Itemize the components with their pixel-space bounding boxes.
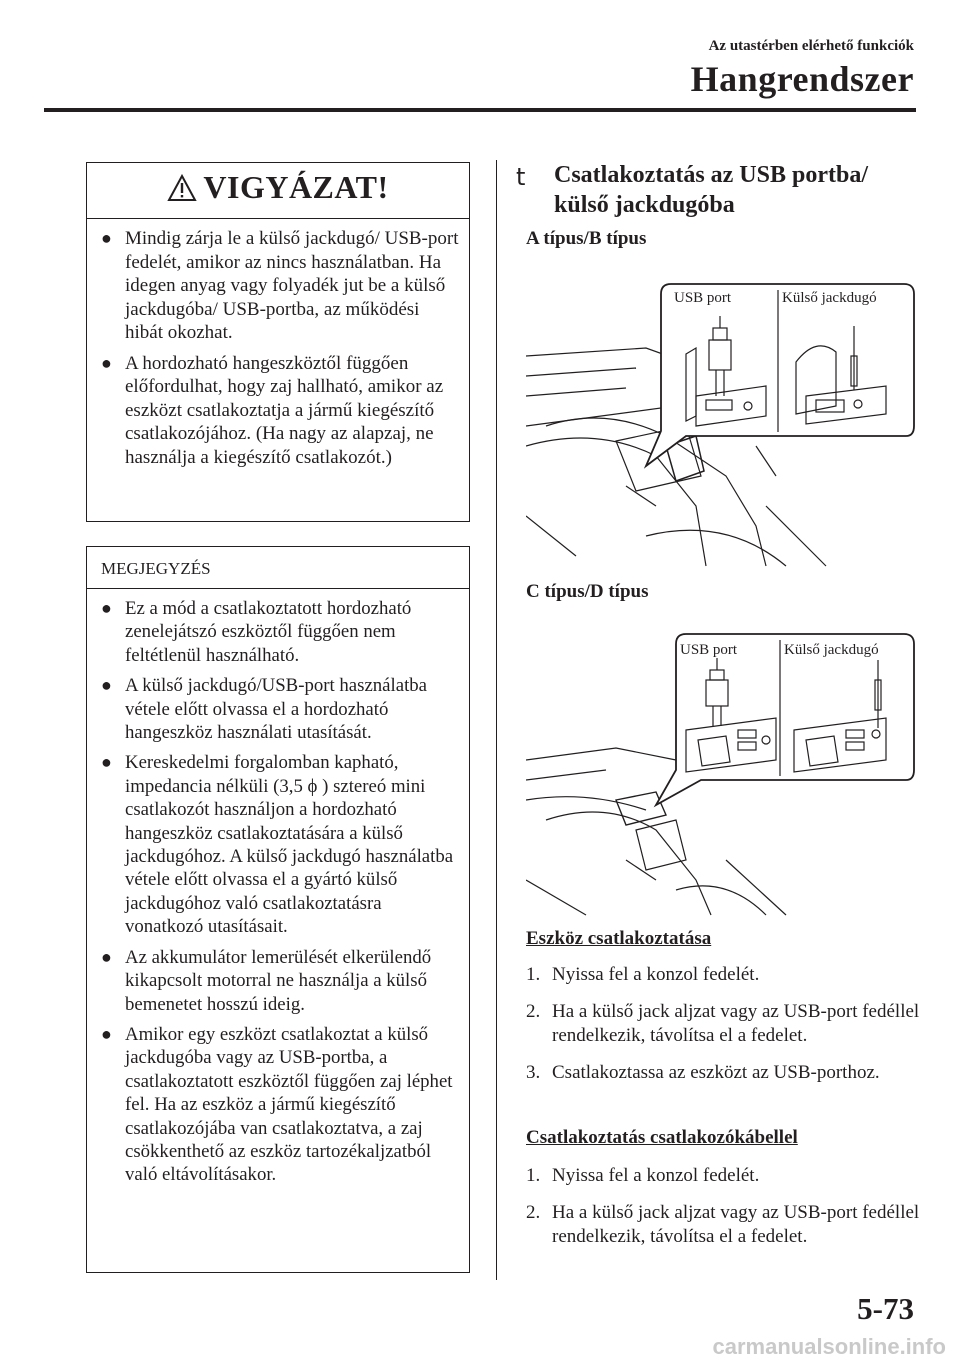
warning-triangle-icon (167, 174, 197, 202)
page-title: Hangrendszer (690, 59, 914, 99)
bullet-icon: ● (101, 1023, 112, 1044)
usb-port-label: USB port (674, 290, 732, 306)
bullet-icon: ● (101, 675, 112, 696)
caution-header (87, 163, 469, 219)
external-jack-label: Külső jackdugó (782, 290, 877, 306)
list-item: ● A külső jackdugó/USB-port használatba vétele előtt olvassa el a hordozható hangeszköz használati utasítását. (101, 675, 428, 744)
bullet-icon: ● (101, 228, 112, 248)
illustration-ab (526, 276, 918, 570)
bullet-icon: ● (101, 752, 112, 773)
page-number: 5-73 (857, 1291, 914, 1326)
list-item: 2. Ha a külső jack aljzat vagy az USB-port fedéllel rendelkezik, távolítsa el a fedelet. (526, 1202, 920, 1247)
list-item: 2. Ha a külső jack aljzat vagy az USB-port fedéllel rendelkezik, távolítsa el a fedelet. (526, 1001, 920, 1046)
list-item: ● Kereskedelmi forgalomban kapható, impedancia nélküli (3,5 ϕ ) sztereó mini csatlakozót használjon a hordozható hangeszköz csatlakoztatására a külső jackdugóhoz. A külső jackdugó használatba vétele előtt olvassa el a gyártó külső jackdugóhoz való csatlakoztatásra vonatkozó utasításait. (101, 752, 454, 938)
device-connect-heading: Eszköz csatlakoztatása (526, 928, 712, 949)
usb-port-label: USB port (680, 642, 738, 658)
column-divider (496, 160, 497, 1280)
list-item: 1. Nyissa fel a konzol fedelét. (526, 1165, 760, 1186)
bullet-icon: ● (101, 946, 112, 967)
figure-cd-label: C típus/D típus (526, 581, 649, 602)
section-marker-icon: t (516, 163, 526, 191)
list-item: ● Az akkumulátor lemerülését elkerülendő kikapcsolt motorral ne használja a külső bemenetet hosszú ideig. (101, 946, 432, 1015)
cable-connect-heading: Csatlakoztatás csatlakozókábellel (526, 1127, 798, 1148)
bullet-icon: ● (101, 352, 112, 373)
list-item: ● Mindig zárja le a külső jackdugó/ USB-port fedelét, amikor az nincs használatban. Ha idegen anyag vagy folyadék jut be a külső jackdugóba/ USB-portba, az működési hibát okozhat. (101, 228, 459, 343)
caution-list (87, 219, 469, 469)
list-item: 1. Nyissa fel a konzol fedelét. (526, 964, 760, 985)
list-item: ● A hordozható hangeszköztől függően előfordulhat, hogy zaj hallható, amikor az eszközt csatlakoztatja a jármű kiegészítő csatlakozójához. (Ha nagy az alapzaj, ne használja a kiegészítő csatlakozót.) (101, 352, 444, 468)
list-item: ● Amikor egy eszközt csatlakoztat a külső jackdugóba vagy az USB-portba, a csatlakoztatott eszköztől függően zaj léphet fel. Ha az eszköz a jármű kiegészítő csatlakozójába van csatlakoztatva, a zaj csökkenthető az eszköz tartozékaljzatból való eltávolításakor. (101, 1023, 453, 1186)
note-box (86, 546, 470, 1273)
illustration-cd (526, 630, 918, 920)
caution-box (86, 162, 470, 522)
header-divider (44, 108, 916, 112)
note-header: MEGJEGYZÉS (87, 547, 469, 589)
list-item: 3. Csatlakoztassa az eszközt az USB-porthoz. (526, 1062, 880, 1083)
bullet-icon: ● (101, 598, 112, 618)
section-title: Csatlakoztatás az USB portba/ külső jackdugóba (554, 162, 869, 218)
figure-ab-label: A típus/B típus (526, 228, 647, 249)
footer-watermark: carmanualsonline.info (712, 1334, 946, 1359)
list-item: ● Ez a mód a csatlakoztatott hordozható zenelejátszó eszköztől függően nem feltétlenül használható. (101, 598, 412, 666)
caution-title: VIGYÁZAT! (203, 169, 389, 205)
section-header: Az utastérben elérhető funkciók (708, 38, 914, 54)
external-jack-label: Külső jackdugó (784, 642, 879, 658)
note-list (87, 589, 469, 1187)
